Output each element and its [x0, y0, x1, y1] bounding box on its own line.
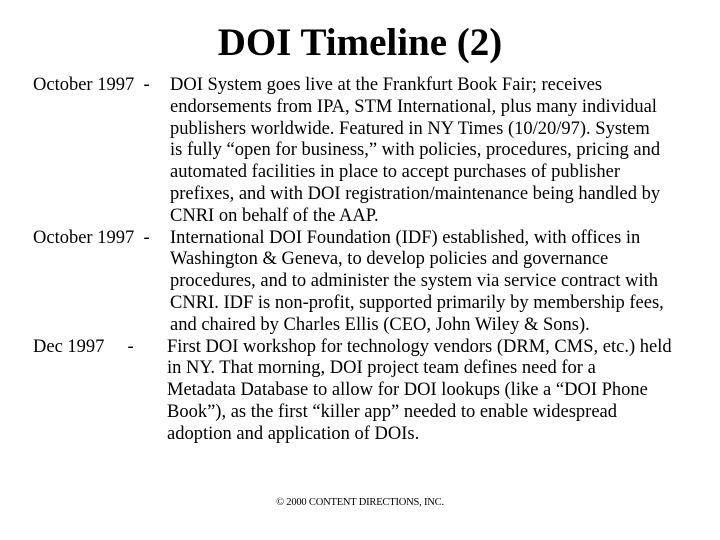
entry-line: DOI System goes live at the Frankfurt Book Fair; receives — [170, 75, 603, 95]
entry-line: International DOI Foundation (IDF) established, with offices in — [170, 227, 641, 248]
entry-line: adoption and application of DOIs. — [167, 423, 420, 444]
timeline-entry — [0, 337, 720, 446]
entry-line: prefixes, and with DOI registration/maintenance being handled by — [170, 183, 661, 204]
entry-description — [167, 337, 712, 446]
entry-line: CNRI on behalf of the AAP. — [170, 205, 379, 226]
timeline-list — [0, 75, 720, 446]
entry-date: October 1997 - — [33, 227, 150, 248]
entry-line: Washington & Geneva, to develop policies and governance — [170, 249, 609, 270]
entry-line: Book”), as the first “killer app” needed to enable widespread — [167, 401, 617, 422]
entry-description — [170, 75, 715, 228]
timeline-entry — [0, 75, 720, 228]
entry-line: publishers worldwide. Featured in NY Times (10/20/97). System — [170, 118, 650, 139]
entry-line: in NY. That morning, DOI project team defines need for a — [167, 358, 596, 379]
entry-line: CNRI. IDF is non-profit, supported primarily by membership fees, — [170, 292, 664, 313]
entry-line: Metadata Database to allow for DOI lookups (like a “DOI Phone — [167, 380, 648, 401]
entry-line: First DOI workshop for technology vendors (DRM, CMS, etc.) held — [167, 336, 672, 357]
entry-description — [170, 228, 715, 337]
entry-line: endorsements from IPA, STM International, plus many individual — [170, 96, 657, 117]
copyright-footer: © 2000 CONTENT DIRECTIONS, INC. — [276, 497, 444, 508]
entry-line: and chaired by Charles Ellis (CEO, John Wiley & Sons). — [170, 314, 590, 335]
entry-line: procedures, and to administer the system via service contract with — [170, 271, 659, 292]
entry-line: is fully “open for business,” with policies, procedures, pricing and — [170, 140, 661, 161]
timeline-entry — [0, 228, 720, 337]
entry-date: October 1997 - — [33, 75, 150, 95]
entry-line: automated facilities in place to accept purchases of publisher — [170, 162, 620, 183]
entry-date: Dec 1997 - — [33, 336, 134, 357]
slide-title: DOI Timeline (2) — [217, 21, 503, 64]
